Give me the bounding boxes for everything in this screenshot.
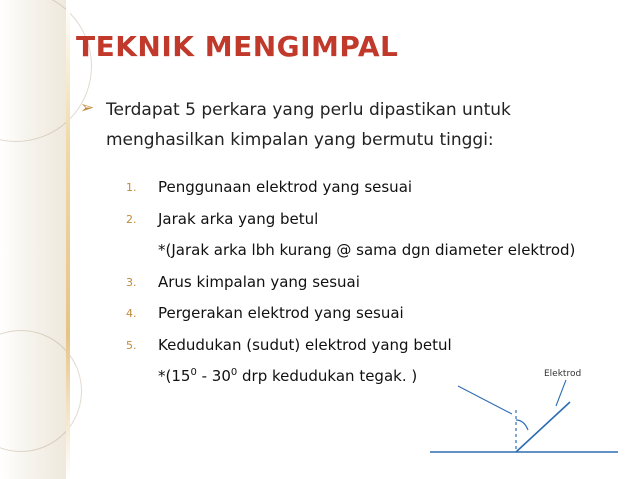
- electrode-line: [516, 402, 570, 452]
- diagram-label: Elektrod: [544, 369, 582, 379]
- callout-pointer-right: [556, 380, 566, 406]
- list-number: 4.: [126, 307, 137, 320]
- decorative-side-band: [0, 0, 68, 479]
- list-number: 5.: [126, 338, 137, 352]
- list-number: 3.: [126, 275, 137, 289]
- list-text: Penggunaan elektrod yang sesuai: [158, 178, 413, 196]
- slide-title: TEKNIK MENGIMPAL: [76, 30, 399, 63]
- list-text: Pergerakan elektrod yang sesuai: [158, 304, 404, 322]
- intro-text: Terdapat 5 perkara yang perlu dipastikan untuk menghasilkan kimpalan yang bermutu tinggi:: [106, 100, 511, 150]
- list-text: Arus kimpalan yang sesuai: [158, 272, 360, 291]
- angle-note: $*(15^0 - 30^0$ drp kedudukan tegak. ): [158, 367, 418, 385]
- list-number: 2.: [126, 212, 137, 226]
- arrowhead-bullet-icon: ➢: [80, 98, 95, 118]
- list-number: 1.: [126, 181, 137, 194]
- list-text: Jarak arka yang betul: [158, 209, 319, 228]
- callout-pointer-left: [458, 386, 512, 414]
- list-note-text: *(Jarak arka lbh kurang @ sama dgn diameter elektrod): [158, 241, 576, 259]
- electrode-angle-diagram: [420, 360, 638, 479]
- list-text: Kedudukan (sudut) elektrod yang betul: [158, 335, 452, 354]
- angle-arc: [516, 420, 528, 430]
- decorative-accent-line: [66, 0, 70, 479]
